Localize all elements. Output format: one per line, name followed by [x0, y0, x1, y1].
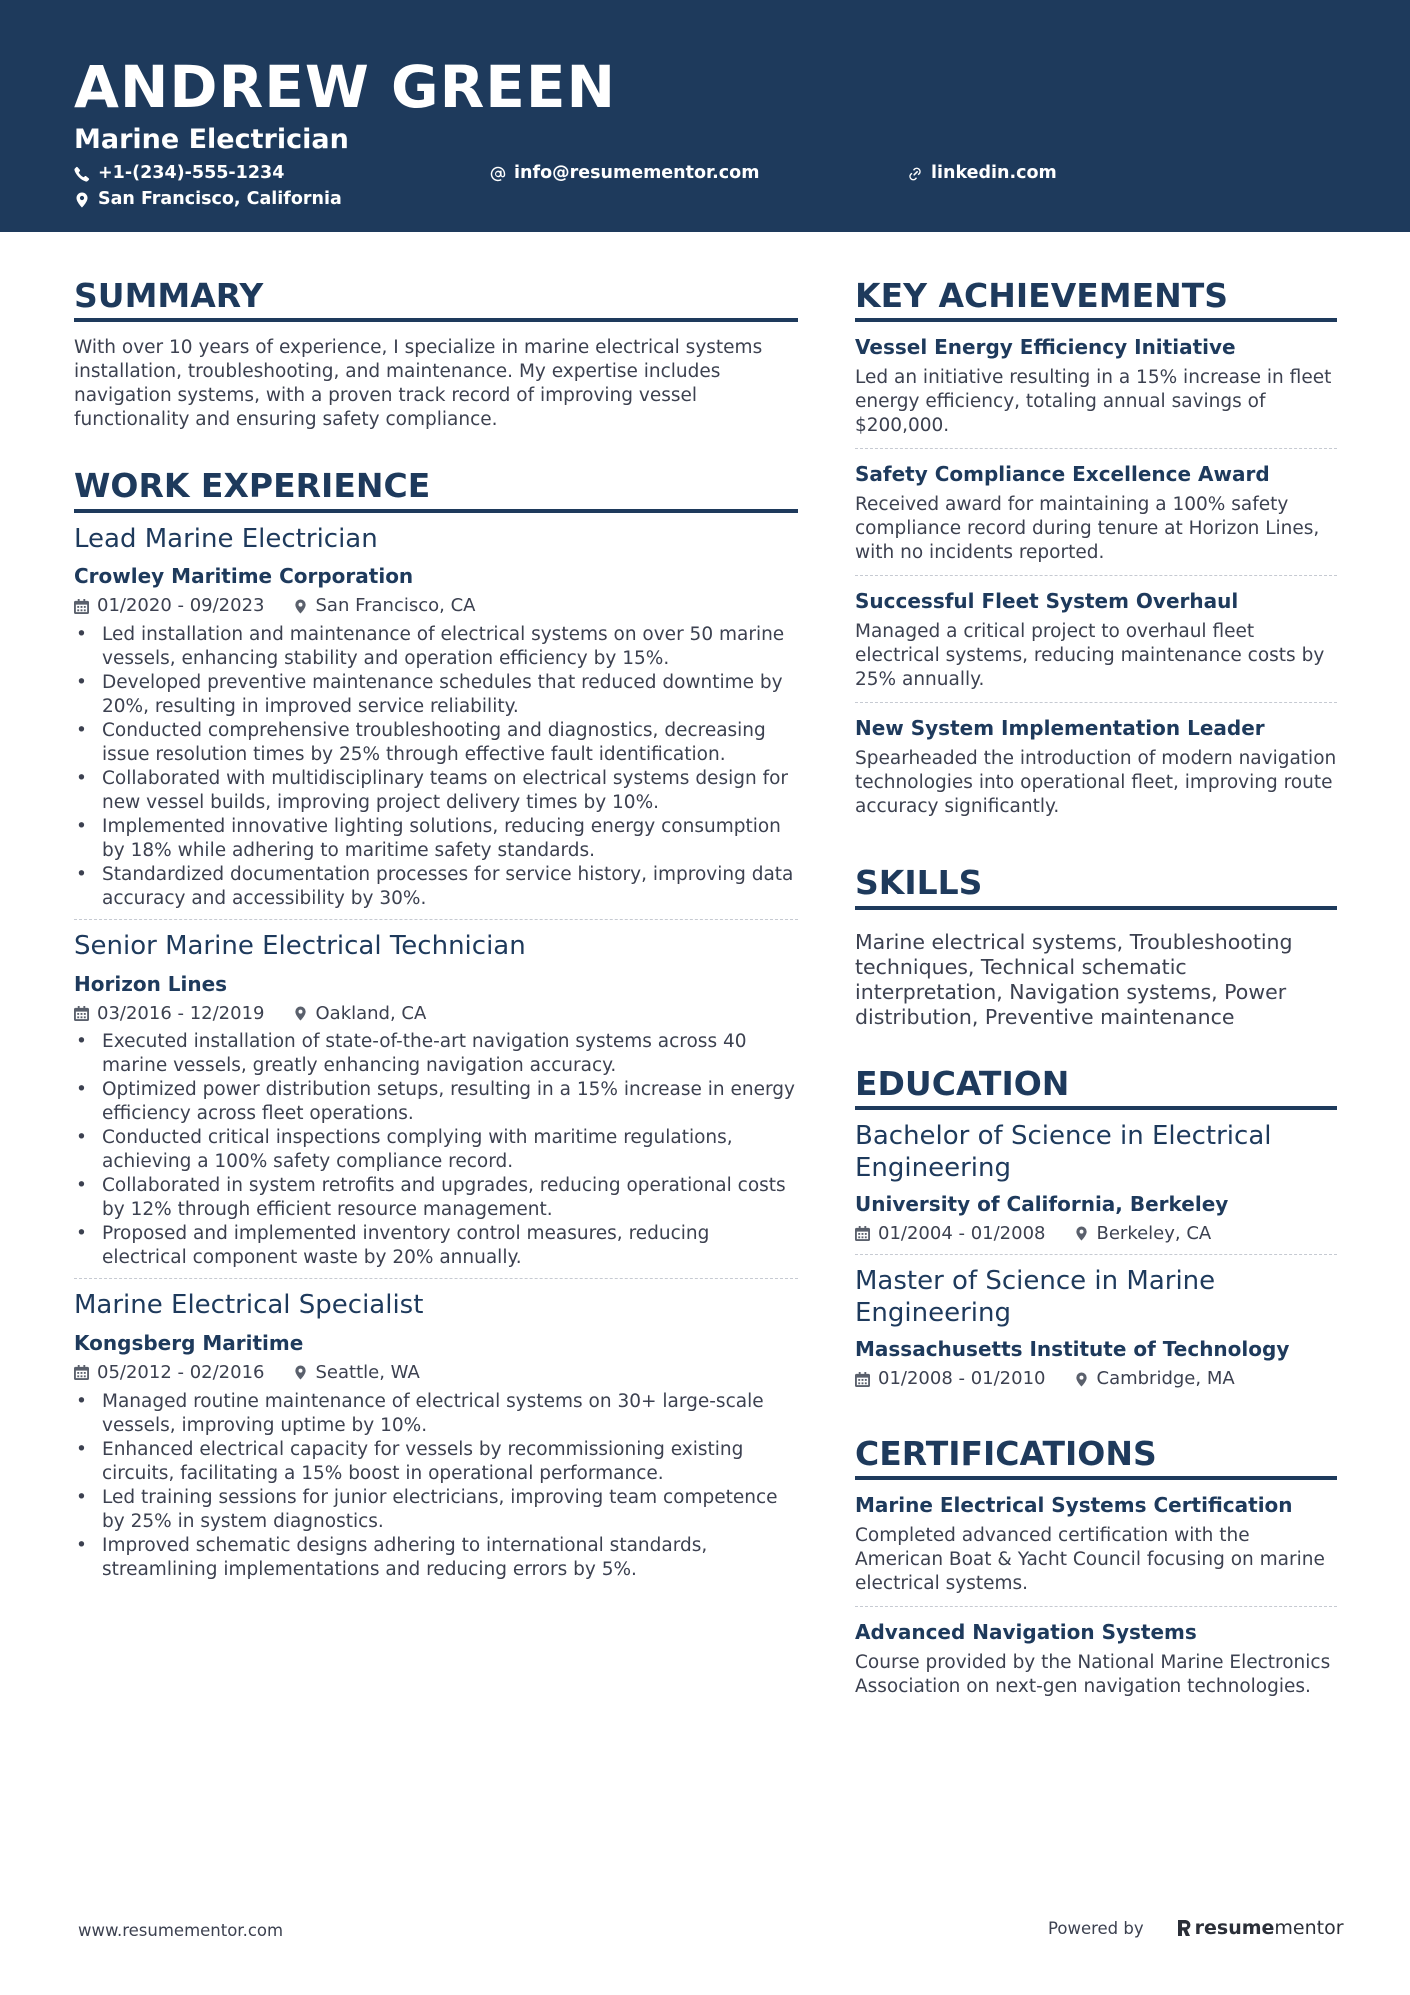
resume-header [0, 0, 1410, 232]
email-text: info@resumementor.com [514, 163, 760, 183]
brand-logo[interactable] [1176, 1917, 1344, 1939]
location-pin-icon [293, 1006, 308, 1021]
job-meta [74, 1003, 798, 1025]
calendar-icon [74, 599, 89, 614]
achievement-text: Received award for maintaining a 100% safety compliance record during tenure at Horizon Lines, with no incidents reported. [855, 494, 1320, 564]
education-dates: 01/2008 - 01/2010 [878, 1368, 1046, 1390]
education-school: Massachusetts Institute of Technology [855, 1337, 1290, 1362]
job-entry [74, 919, 798, 1278]
right-column [855, 278, 1337, 1709]
achievements-section [855, 278, 1337, 829]
summary-heading: SUMMARY [74, 278, 798, 322]
job-bullets [74, 1390, 798, 1582]
achievement-item [855, 702, 1337, 829]
location-pin-icon [74, 192, 90, 208]
achievements-heading: KEY ACHIEVEMENTS [855, 278, 1337, 322]
bullet-item: • Improved schematic designs adhering to international standards, streamlining implementations and reducing errors by 5%. [74, 1534, 798, 1582]
achievement-text: Spearheaded the introduction of modern navigation technologies into operational fleet, improving route accuracy significantly. [855, 748, 1337, 818]
powered-by-label: Powered by [1048, 1918, 1144, 1938]
achievement-item [855, 448, 1337, 575]
contact-phone[interactable] [74, 165, 284, 183]
calendar-icon [855, 1372, 870, 1387]
job-location-text: Oakland, CA [315, 1002, 427, 1024]
certification-text: Completed advanced certification with the American Boat & Yacht Council focusing on marine electrical systems. [855, 1525, 1325, 1595]
education-heading: EDUCATION [855, 1066, 1337, 1110]
bullet-item: • Enhanced electrical capacity for vessels by recommissioning existing circuits, facilitating a 15% boost in operational performance. [74, 1438, 798, 1486]
bullet-item: • Standardized documentation processes for service history, improving data accuracy and accessibility by 30%. [74, 863, 798, 911]
achievement-title: New System Implementation Leader [855, 716, 1265, 741]
job-bullets [74, 623, 798, 911]
contact-email[interactable] [490, 165, 759, 183]
bullet-item: • Optimized power distribution setups, resulting in a 15% increase in energy efficiency across fleet operations. [74, 1078, 798, 1126]
bullet-item: • Collaborated with multidisciplinary teams on electrical systems design for new vessel builds, improving project delivery times by 10%. [74, 767, 798, 815]
candidate-title: Marine Electrician [74, 124, 349, 155]
job-dates: 05/2012 - 02/2016 [97, 1362, 265, 1384]
job-location-text: Seattle, WA [315, 1362, 420, 1384]
calendar-icon [855, 1226, 870, 1241]
education-location [1074, 1223, 1212, 1245]
job-role: Lead Marine Electrician [74, 523, 378, 554]
job-company: Crowley Maritime Corporation [74, 564, 414, 589]
bullet-item: • Collaborated in system retrofits and upgrades, reducing operational costs by 12% through efficient resource management. [74, 1174, 798, 1222]
bullet-item: • Implemented innovative lighting solutions, reducing energy consumption by 18% while adhering to maritime safety standards. [74, 815, 798, 863]
experience-section [74, 468, 798, 1589]
certifications-section [855, 1436, 1337, 1709]
brand-logo-icon [1176, 1919, 1191, 1937]
job-location [293, 595, 476, 617]
job-location [293, 1362, 420, 1384]
certification-text: Course provided by the National Marine Electronics Association on next-gen navigation technologies. [855, 1652, 1331, 1698]
skills-heading: SKILLS [855, 865, 1337, 909]
bullet-item: • Conducted critical inspections complying with maritime regulations, achieving a 100% safety compliance record. [74, 1126, 798, 1174]
job-role: Senior Marine Electrical Technician [74, 930, 526, 961]
job-dates: 03/2016 - 12/2019 [97, 1002, 265, 1024]
contact-location [74, 191, 342, 209]
summary-text: With over 10 years of experience, I specialize in marine electrical systems installation, troubleshooting, and maintenance. My expertise includes navigation systems, with a proven track record of improving vessel functionality and ensuring safety compliance. [74, 337, 763, 431]
job-entry [74, 523, 798, 919]
candidate-name: ANDREW GREEN [74, 53, 617, 121]
location-pin-icon [1074, 1372, 1089, 1387]
certification-title: Marine Electrical Systems Certification [855, 1493, 1293, 1518]
achievement-title: Successful Fleet System Overhaul [855, 589, 1239, 614]
achievement-item [855, 322, 1337, 448]
job-meta [74, 595, 798, 617]
bullet-item: • Led training sessions for junior electricians, improving team competence by 25% in system diagnostics. [74, 1486, 798, 1534]
experience-heading: WORK EXPERIENCE [74, 468, 798, 512]
education-degree: Master of Science in Marine Engineering [855, 1266, 1216, 1329]
education-section [855, 1063, 1337, 1400]
skills-section [855, 865, 1337, 1029]
brand-name-light: mentor [1274, 1917, 1344, 1939]
job-dates: 01/2020 - 09/2023 [97, 595, 265, 617]
location-pin-icon [293, 1365, 308, 1380]
education-location [1074, 1368, 1235, 1390]
skills-text: Marine electrical systems, Troubleshooting techniques, Technical schematic interpretation, Navigation systems, Power distribution, Preventive maintenance [855, 929, 1293, 1029]
education-degree: Bachelor of Science in Electrical Engineering [855, 1120, 1272, 1183]
bullet-item: • Conducted comprehensive troubleshooting and diagnostics, decreasing issue resolution times by 25% through effective fault identification. [74, 719, 798, 767]
achievement-text: Led an initiative resulting in a 15% increase in fleet energy efficiency, totaling annual savings of $200,000. [855, 367, 1332, 437]
footer-branding [1048, 1917, 1344, 1939]
job-company: Kongsberg Maritime [74, 1331, 304, 1356]
job-meta [74, 1362, 798, 1384]
calendar-icon [74, 1006, 89, 1021]
at-sign-icon [490, 166, 506, 182]
summary-section [74, 278, 798, 432]
education-entry [855, 1254, 1337, 1400]
bullet-item: • Led installation and maintenance of electrical systems on over 50 marine vessels, enhancing stability and operation efficiency by 15%. [74, 623, 798, 671]
job-role: Marine Electrical Specialist [74, 1290, 424, 1321]
job-entry [74, 1278, 798, 1589]
education-entry [855, 1120, 1337, 1255]
calendar-icon [74, 1365, 89, 1380]
job-bullets [74, 1030, 798, 1270]
link-icon [907, 166, 923, 182]
education-meta [855, 1223, 1337, 1245]
achievement-title: Vessel Energy Efficiency Initiative [855, 335, 1236, 360]
certifications-heading: CERTIFICATIONS [855, 1436, 1337, 1480]
education-dates: 01/2004 - 01/2008 [878, 1222, 1046, 1244]
education-school: University of California, Berkeley [855, 1191, 1229, 1216]
achievement-title: Safety Compliance Excellence Award [855, 462, 1270, 487]
linkedin-text: linkedin.com [931, 163, 1057, 183]
achievement-item [855, 575, 1337, 702]
bullet-item: • Executed installation of state-of-the-art navigation systems across 40 marine vessels, greatly enhancing navigation accuracy. [74, 1030, 798, 1078]
job-location [293, 1003, 427, 1025]
contact-linkedin[interactable] [907, 165, 1057, 183]
location-pin-icon [293, 599, 308, 614]
certification-item [855, 1480, 1337, 1606]
location-pin-icon [1074, 1226, 1089, 1241]
achievement-text: Managed a critical project to overhaul fleet electrical systems, reducing maintenance costs by 25% annually. [855, 621, 1325, 691]
education-meta [855, 1368, 1337, 1390]
brand-name-bold: resume [1194, 1917, 1275, 1939]
bullet-item: • Developed preventive maintenance schedules that reduced downtime by 20%, resulting in improved service reliability. [74, 671, 798, 719]
job-company: Horizon Lines [74, 971, 228, 996]
job-location-text: San Francisco, CA [315, 595, 476, 617]
education-location-text: Cambridge, MA [1096, 1368, 1235, 1390]
phone-icon [74, 166, 90, 182]
bullet-item: • Proposed and implemented inventory control measures, reducing electrical component waste by 20% annually. [74, 1222, 798, 1270]
left-column [74, 278, 798, 1590]
location-text: San Francisco, California [98, 189, 342, 209]
footer-website[interactable]: www.resumementor.com [78, 1921, 284, 1940]
bullet-item: • Managed routine maintenance of electrical systems on 30+ large-scale vessels, improving uptime by 10%. [74, 1390, 798, 1438]
education-location-text: Berkeley, CA [1096, 1222, 1212, 1244]
certification-title: Advanced Navigation Systems [855, 1620, 1197, 1645]
certification-item [855, 1606, 1337, 1709]
phone-text: +1-(234)-555-1234 [98, 163, 285, 183]
